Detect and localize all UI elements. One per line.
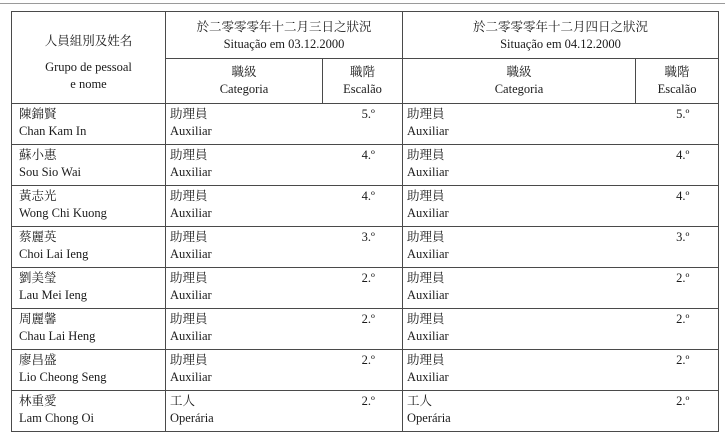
categoria-header-1 xyxy=(166,59,323,104)
category-pt: Operária xyxy=(170,411,214,425)
date1-zh: 於二零零零年十二月三日之狀況 xyxy=(196,20,372,34)
table-row xyxy=(12,227,719,268)
category-zh: 助理員 xyxy=(170,312,208,326)
escalao-value: 3.º xyxy=(676,230,690,244)
category-pt: Auxiliar xyxy=(407,329,449,343)
category-cell-2 xyxy=(403,391,636,432)
category-zh: 助理員 xyxy=(170,271,208,285)
category-zh: 助理員 xyxy=(407,230,445,244)
categoria-zh-1: 職級 xyxy=(231,65,257,79)
category-zh: 助理員 xyxy=(407,271,445,285)
escalao-cell-1 xyxy=(323,227,403,268)
category-cell-2 xyxy=(403,227,636,268)
name-cell xyxy=(12,186,166,227)
category-cell-2 xyxy=(403,186,636,227)
categoria-pt-2: Categoria xyxy=(494,82,544,96)
name-zh: 劉美瑩 xyxy=(19,271,57,285)
name-cell xyxy=(12,104,166,145)
name-pt: Lau Mei Ieng xyxy=(19,288,88,302)
group-name-pt-1: Grupo de pessoal xyxy=(45,59,132,74)
name-pt: Wong Chi Kuong xyxy=(19,206,107,220)
name-zh: 陳錦賢 xyxy=(19,107,57,121)
date1-pt: Situação em 03.12.2000 xyxy=(223,37,345,51)
escalao-zh-1: 職階 xyxy=(350,65,376,79)
escalao-value: 2.º xyxy=(361,312,375,326)
category-cell-2 xyxy=(403,104,636,145)
name-pt: Chan Kam In xyxy=(19,124,87,138)
name-cell xyxy=(12,350,166,391)
category-pt: Auxiliar xyxy=(407,124,449,138)
group-name-pt-2: e nome xyxy=(70,76,107,91)
category-pt: Auxiliar xyxy=(407,370,449,384)
top-rule xyxy=(0,3,725,4)
category-zh: 工人 xyxy=(170,394,196,408)
categoria-header-2 xyxy=(403,59,636,104)
category-pt: Auxiliar xyxy=(407,165,449,179)
category-cell-1 xyxy=(166,268,323,309)
group-name-header xyxy=(12,12,166,104)
escalao-value: 2.º xyxy=(676,271,690,285)
escalao-value: 4.º xyxy=(676,148,690,162)
name-pt: Lio Cheong Seng xyxy=(19,370,107,384)
escalao-cell-1 xyxy=(323,350,403,391)
escalao-value: 2.º xyxy=(676,394,690,408)
categoria-pt-1: Categoria xyxy=(219,82,269,96)
category-pt: Auxiliar xyxy=(407,247,449,261)
category-cell-1 xyxy=(166,145,323,186)
category-cell-2 xyxy=(403,309,636,350)
table-row xyxy=(12,350,719,391)
escalao-cell-2 xyxy=(636,268,719,309)
category-cell-1 xyxy=(166,309,323,350)
category-pt: Auxiliar xyxy=(170,124,212,138)
escalao-value: 2.º xyxy=(676,312,690,326)
escalao-value: 2.º xyxy=(361,271,375,285)
escalao-value: 4.º xyxy=(361,189,375,203)
escalao-cell-2 xyxy=(636,350,719,391)
name-cell xyxy=(12,145,166,186)
name-zh: 蔡麗英 xyxy=(19,230,57,244)
escalao-zh-2: 職階 xyxy=(664,65,690,79)
escalao-cell-2 xyxy=(636,227,719,268)
escalao-value: 4.º xyxy=(361,148,375,162)
category-cell-1 xyxy=(166,227,323,268)
escalao-cell-1 xyxy=(323,268,403,309)
escalao-cell-1 xyxy=(323,186,403,227)
escalao-header-2 xyxy=(636,59,719,104)
escalao-cell-1 xyxy=(323,309,403,350)
escalao-value: 4.º xyxy=(676,189,690,203)
table-row xyxy=(12,391,719,432)
category-pt: Operária xyxy=(407,411,451,425)
table-row xyxy=(12,186,719,227)
escalao-header-1 xyxy=(323,59,403,104)
escalao-cell-2 xyxy=(636,145,719,186)
category-pt: Auxiliar xyxy=(170,165,212,179)
table-row xyxy=(12,268,719,309)
category-zh: 助理員 xyxy=(407,312,445,326)
table-row xyxy=(12,104,719,145)
category-pt: Auxiliar xyxy=(170,370,212,384)
date1-header xyxy=(166,12,403,59)
name-zh: 黃志光 xyxy=(19,189,57,203)
table-row xyxy=(12,309,719,350)
escalao-pt-2: Escalão xyxy=(657,82,697,96)
escalao-cell-1 xyxy=(323,104,403,145)
category-zh: 助理員 xyxy=(170,353,208,367)
date2-pt: Situação em 04.12.2000 xyxy=(500,37,621,51)
category-pt: Auxiliar xyxy=(407,206,449,220)
category-cell-2 xyxy=(403,145,636,186)
category-pt: Auxiliar xyxy=(170,329,212,343)
name-pt: Lam Chong Oi xyxy=(19,411,94,425)
name-zh: 蘇小惠 xyxy=(19,148,57,162)
date2-header xyxy=(403,12,719,59)
escalao-value: 5.º xyxy=(361,107,375,121)
category-cell-1 xyxy=(166,391,323,432)
escalao-cell-1 xyxy=(323,391,403,432)
category-cell-1 xyxy=(166,104,323,145)
category-cell-1 xyxy=(166,350,323,391)
category-cell-2 xyxy=(403,268,636,309)
name-pt: Sou Sio Wai xyxy=(19,165,81,179)
date2-zh: 於二零零零年十二月四日之狀況 xyxy=(473,20,649,34)
escalao-cell-2 xyxy=(636,186,719,227)
escalao-value: 3.º xyxy=(361,230,375,244)
staff-status-table xyxy=(11,11,719,432)
category-zh: 助理員 xyxy=(170,148,208,162)
group-name-zh: 人員組別及姓名 xyxy=(44,33,133,48)
escalao-value: 2.º xyxy=(361,394,375,408)
category-zh: 助理員 xyxy=(170,189,208,203)
name-zh: 廖昌盛 xyxy=(19,353,57,367)
name-pt: Choi Lai Ieng xyxy=(19,247,89,261)
table-body xyxy=(12,104,719,432)
category-zh: 助理員 xyxy=(407,148,445,162)
category-cell-1 xyxy=(166,186,323,227)
name-cell xyxy=(12,309,166,350)
category-pt: Auxiliar xyxy=(170,288,212,302)
categoria-zh-2: 職級 xyxy=(506,65,532,79)
escalao-cell-2 xyxy=(636,391,719,432)
category-pt: Auxiliar xyxy=(170,206,212,220)
name-cell xyxy=(12,268,166,309)
escalao-cell-2 xyxy=(636,104,719,145)
category-cell-2 xyxy=(403,350,636,391)
escalao-cell-1 xyxy=(323,145,403,186)
escalao-value: 2.º xyxy=(676,353,690,367)
table-row xyxy=(12,145,719,186)
category-pt: Auxiliar xyxy=(407,288,449,302)
name-zh: 林重愛 xyxy=(19,394,57,408)
category-zh: 助理員 xyxy=(407,189,445,203)
escalao-cell-2 xyxy=(636,309,719,350)
category-zh: 助理員 xyxy=(407,107,445,121)
category-zh: 助理員 xyxy=(170,107,208,121)
name-cell xyxy=(12,227,166,268)
category-zh: 工人 xyxy=(407,394,433,408)
name-pt: Chau Lai Heng xyxy=(19,329,96,343)
escalao-value: 2.º xyxy=(361,353,375,367)
category-pt: Auxiliar xyxy=(170,247,212,261)
escalao-pt-1: Escalão xyxy=(343,82,382,96)
escalao-value: 5.º xyxy=(676,107,690,121)
category-zh: 助理員 xyxy=(407,353,445,367)
name-zh: 周麗馨 xyxy=(19,312,57,326)
name-cell xyxy=(12,391,166,432)
category-zh: 助理員 xyxy=(170,230,208,244)
